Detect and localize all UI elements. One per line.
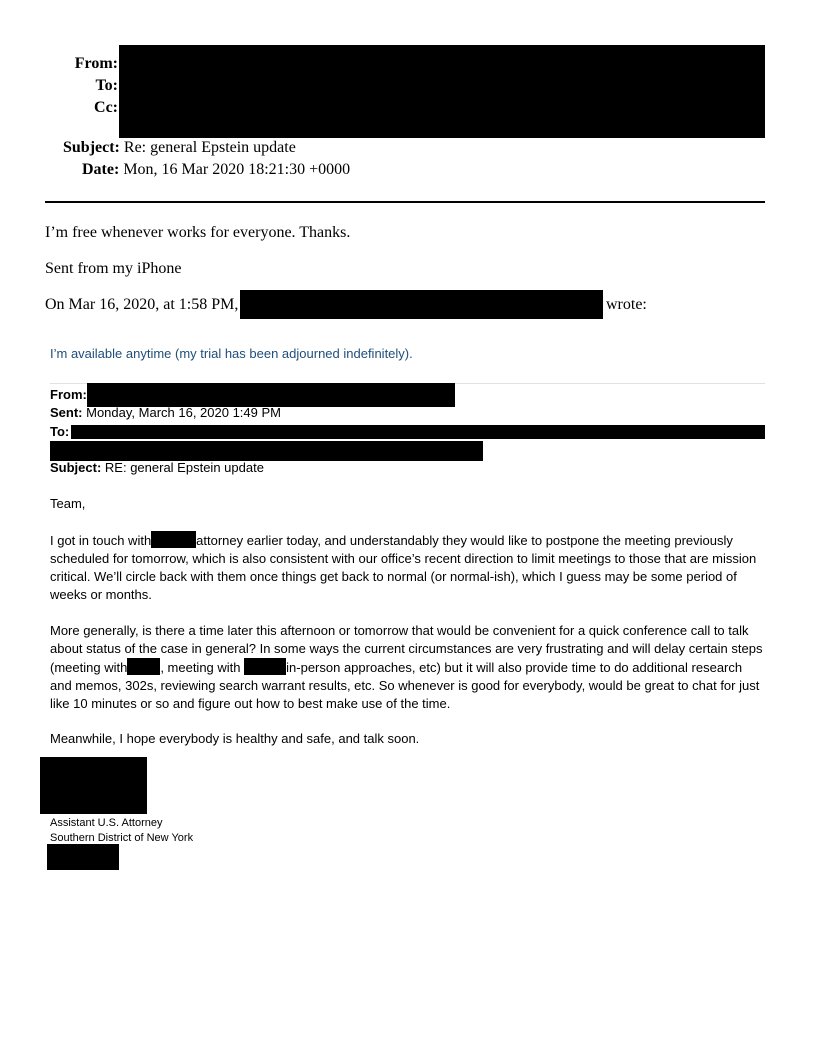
signature-office: Southern District of New York [50, 832, 194, 844]
redaction-orig-to-line1 [71, 425, 765, 439]
quote-intro-suffix: wrote: [606, 296, 647, 313]
quote-intro-prefix: On Mar 16, 2020, at 1:58 PM, [45, 296, 239, 313]
redaction-inline-p2b [244, 658, 286, 675]
orig-subject-value: RE: general Epstein update [104, 460, 264, 475]
to-label: To: [95, 77, 118, 94]
orig-subject-line [50, 460, 264, 475]
redaction-orig-from [87, 383, 455, 407]
cc-label: Cc: [94, 99, 118, 116]
subject-value: Re: general Epstein update [123, 139, 296, 156]
redaction-signature-name [40, 757, 147, 814]
date-line [82, 161, 350, 179]
subject-line [63, 139, 296, 157]
orig-to-label: To: [50, 424, 70, 439]
redaction-inline-p1 [151, 531, 196, 548]
redaction-signature-contact [47, 844, 119, 870]
paragraph-3: Meanwhile, I hope everybody is healthy and safe, and talk soon. [50, 731, 420, 746]
paragraph-1: I got in touch with attorney earlier today, and understandably they would like to postpone the meeting previously scheduled for tomorrow, which is also consistent with our office’s recent direction to limit meetings to those that are mission critical. We’ll circle back with them once things get back to normal (or normal-ish), which I guess may be some period of weeks or months. [50, 533, 757, 602]
reply-body: I’m free whenever works for everyone. Thanks. [45, 224, 351, 241]
from-label: From: [74, 55, 118, 72]
orig-from-label: From: [50, 387, 87, 402]
redaction-header-recipients [119, 45, 765, 138]
date-value: Mon, 16 Mar 2020 18:21:30 +0000 [123, 161, 351, 178]
paragraph-2: More generally, is there a time later this afternoon or tomorrow that would be convenient for a quick conference call to talk about status of the case in general? In some ways the current circumstances are very frustrating and will delay certain steps (meeting with , meeting with in-person approaches, etc) but it will also provide time to do additional research and memos, 302s, reviewing search warrant results, etc. So whenever is good for everybody, would be great to chat for just like 10 minutes or so and figure out how to best make use of the time. [50, 623, 763, 711]
orig-subject-label: Subject: [50, 460, 102, 475]
signature-title: Assistant U.S. Attorney [50, 817, 163, 829]
redaction-quoted-sender [240, 290, 603, 319]
reply-signature: Sent from my iPhone [45, 260, 182, 277]
redaction-inline-p2a [127, 658, 160, 675]
subject-label: Subject: [63, 139, 120, 156]
header-divider [45, 201, 765, 203]
redaction-orig-to-line2 [50, 441, 483, 461]
orig-sent-value: Monday, March 16, 2020 1:49 PM [86, 405, 281, 420]
date-label: Date: [82, 161, 120, 178]
greeting: Team, [50, 496, 86, 511]
quoted-reply-text: I’m available anytime (my trial has been adjourned indefinitely). [50, 346, 413, 361]
orig-sent-line [50, 405, 281, 420]
orig-sent-label: Sent: [50, 405, 83, 420]
